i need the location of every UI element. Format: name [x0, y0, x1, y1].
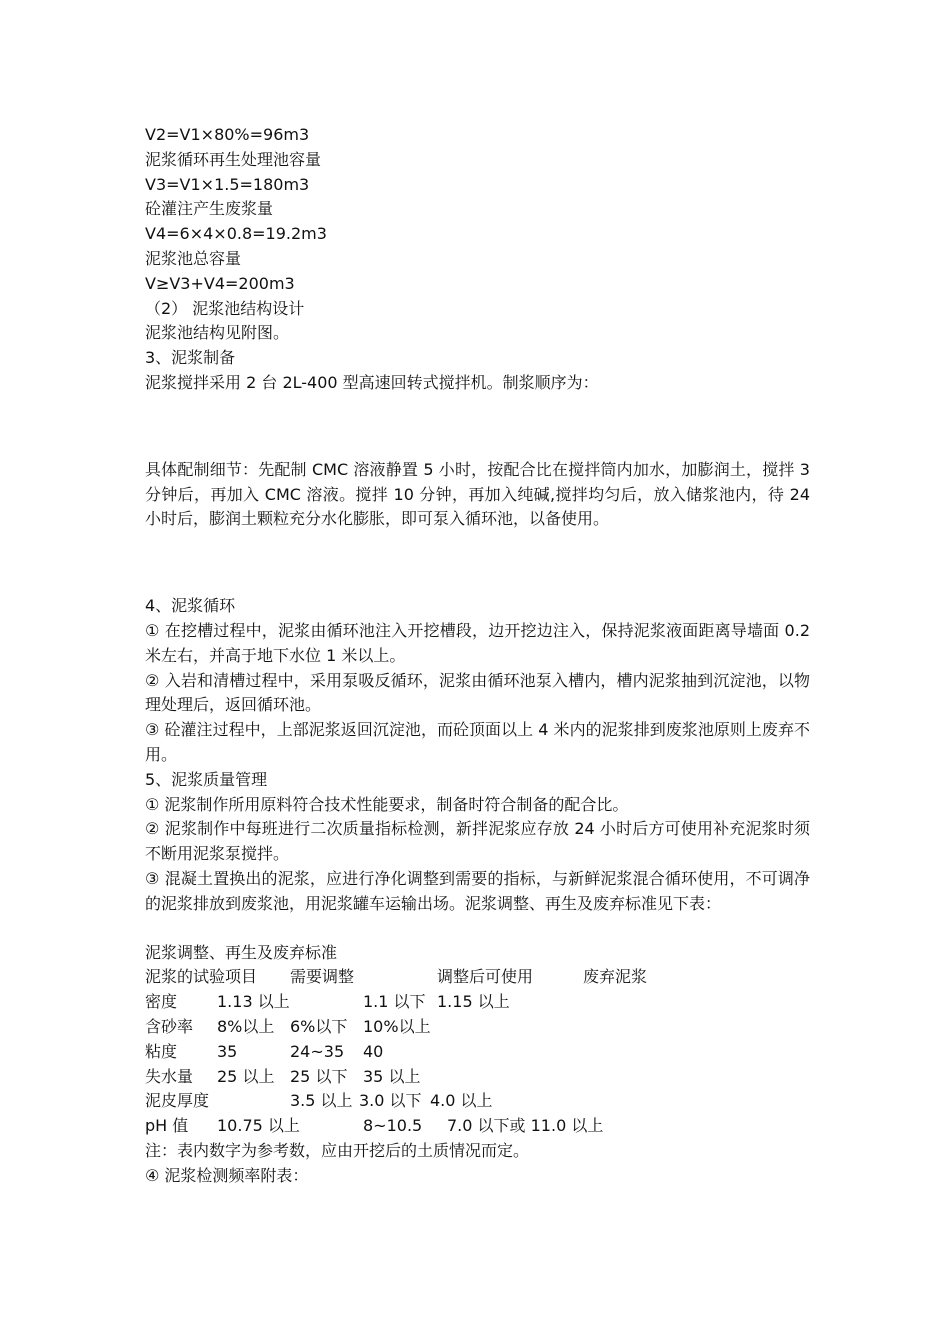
text-line: V2=V1×80%=96m3 — [145, 125, 310, 144]
table-row — [145, 990, 810, 1015]
list-item: ② 入岩和清槽过程中，采用泵吸反循环，泥浆由循环池泵入槽内，槽内泥浆抽到沉淀池，以物理处理后，返回循环池。 — [145, 670, 810, 715]
spacer — [145, 917, 810, 941]
list-item: ① 在挖槽过程中，泥浆由循环池注入开挖槽段，边开挖边注入，保持泥浆液面距离导墙面 0.2 米左右，并高于地下水位 1 米以上。 — [145, 620, 810, 665]
table-cell: 8~10.5 — [363, 1116, 423, 1136]
table-cell: 粘度 — [145, 1041, 178, 1061]
table-cell: 40 — [363, 1041, 384, 1061]
table-cell: 7.0 以下或 11.0 以上 — [447, 1116, 604, 1136]
table-cell: 8%以上 — [217, 1016, 275, 1036]
list-item: ① 泥浆制作所用原料符合技术性能要求，制备时符合制备的配合比。 — [145, 794, 629, 814]
standards-table — [145, 941, 810, 1139]
table-cell: 1.13 以上 — [217, 992, 290, 1012]
table-cell: 25 以上 — [217, 1066, 275, 1086]
table-cell: 1.15 以上 — [437, 992, 510, 1012]
table-cell: 24~35 — [290, 1041, 345, 1061]
section-heading: 5、泥浆质量管理 — [145, 769, 268, 789]
text-line: 泥浆搅拌采用 2 台 2L-400 型高速回转式搅拌机。制浆顺序为： — [145, 372, 599, 392]
text-line: 泥浆池结构见附图。 — [145, 323, 290, 343]
document-page — [145, 123, 810, 1188]
table-header: 需要调整 — [290, 967, 355, 987]
list-item: ③ 砼灌注过程中，上部泥浆返回沉淀池，而砼顶面以上 4 米内的泥浆排到废浆池原则上废弃不用。 — [145, 720, 810, 764]
subsection-heading: （2） 泥浆池结构设计 — [145, 298, 305, 318]
table-header-row — [145, 965, 810, 990]
table-cell: 25 以下 — [290, 1066, 348, 1086]
table-cell: 失水量 — [145, 1066, 194, 1086]
text-line: V≥V3+V4=200m3 — [145, 273, 295, 293]
table-header: 泥浆的试验项目 — [145, 967, 258, 987]
list-item: ④ 泥浆检测频率附表： — [145, 1165, 309, 1185]
section-heading: 3、泥浆制备 — [145, 348, 236, 368]
table-cell: 3.5 以上 — [290, 1091, 353, 1111]
section-4 — [145, 594, 810, 768]
intro-lines — [145, 123, 810, 396]
list-item: ② 泥浆制作中每班进行二次质量指标检测，新拌泥浆应存放 24 小时后方可使用补充泥浆时须不断用泥浆泵搅拌。 — [145, 819, 810, 864]
spacer — [145, 396, 810, 458]
table-cell: 3.0 以下 — [359, 1091, 422, 1111]
table-header: 废弃泥浆 — [583, 967, 648, 987]
table-cell: 4.0 以上 — [430, 1091, 493, 1111]
text-line: V4=6×4×0.8=19.2m3 — [145, 224, 327, 244]
section-5 — [145, 768, 810, 917]
table-cell: 35 以上 — [363, 1066, 421, 1086]
detail-paragraph: 具体配制细节：先配制 CMC 溶液静置 5 小时，按配合比在搅拌筒内加水，加膨润土，搅拌 3 分钟后，再加入 CMC 溶液。搅拌 10 分钟，再加入纯碱,搅拌均匀后，放入储浆池内，待 24 小时后，膨润土颗粒充分水化膨胀，即可泵入循环池，以备使用。 — [145, 459, 810, 529]
table-cell: 1.1 以下 — [363, 992, 426, 1012]
section-heading: 4、泥浆循环 — [145, 596, 236, 616]
text-line: V3=V1×1.5=180m3 — [145, 174, 310, 194]
table-cell: 35 — [217, 1041, 238, 1061]
spacer — [145, 532, 810, 594]
text-line: 泥浆池总容量 — [145, 248, 242, 268]
list-item: ③ 混凝土置换出的泥浆，应进行净化调整到需要的指标，与新鲜泥浆混合循环使用，不可调净的泥浆排放到废浆池，用泥浆罐车运输出场。泥浆调整、再生及废弃标准见下表： — [145, 868, 810, 913]
text-line: 泥浆循环再生处理池容量 — [145, 149, 322, 169]
table-row — [145, 1040, 810, 1065]
table-cell: 6%以下 — [290, 1016, 348, 1036]
table-row — [145, 1015, 810, 1040]
table-header: 调整后可使用 — [437, 967, 534, 987]
table-row — [145, 1065, 810, 1090]
table-row — [145, 1114, 810, 1139]
table-title: 泥浆调整、再生及废弃标准 — [145, 942, 338, 962]
table-cell: 密度 — [145, 992, 178, 1012]
table-cell: 10%以上 — [363, 1016, 431, 1036]
table-cell: 10.75 以上 — [217, 1116, 300, 1136]
table-cell: 含砂率 — [145, 1016, 194, 1036]
text-line: 砼灌注产生废浆量 — [145, 199, 274, 219]
table-cell: pH 值 — [145, 1116, 189, 1136]
table-cell: 泥皮厚度 — [145, 1091, 210, 1111]
table-note: 注：表内数字为参考数，应由开挖后的土质情况而定。 — [145, 1140, 530, 1160]
table-row — [145, 1089, 810, 1114]
